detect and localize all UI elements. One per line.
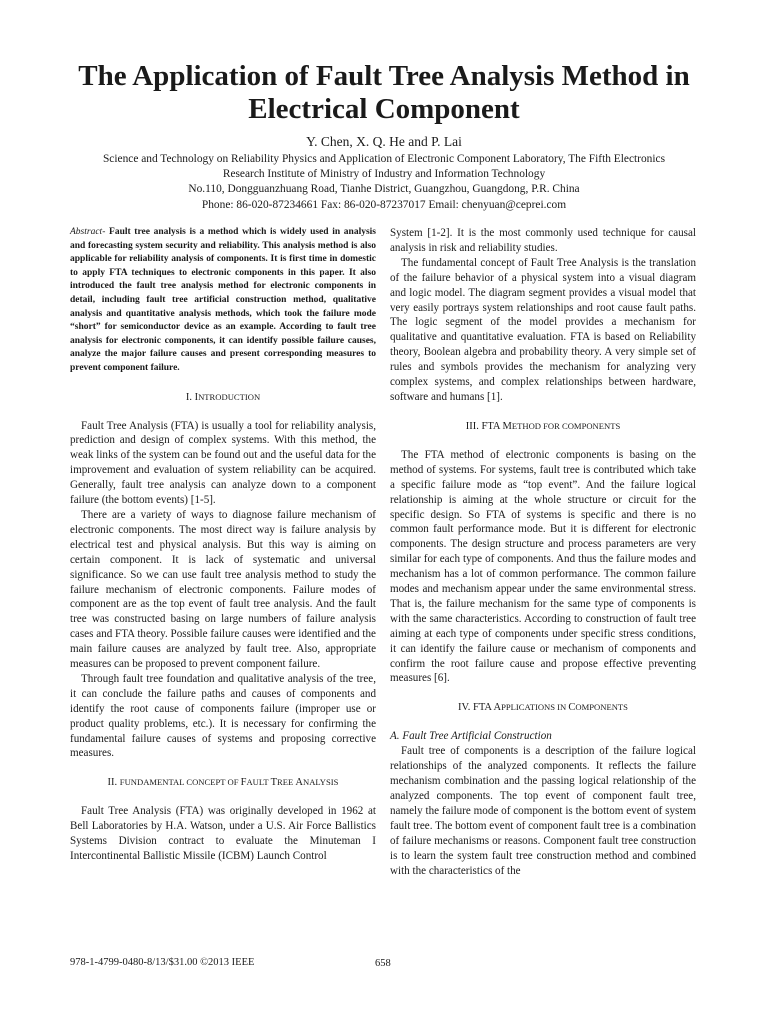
paragraph: Fault Tree Analysis (FTA) was originally developed in 1962 at Bell Laboratories by H.A. Watson, under a U.S. Air Force Ballistics Systems Division contract to evaluate the Minuteman I Intercontinental Ballistic Missile (ICBM) Launch Control (70, 805, 376, 863)
right-column (390, 226, 696, 878)
paragraph: The FTA method of electronic components is basing on the method of systems. For systems, fault tree is contributed which take a specific failure mode as “top event”. And the failure logical relationship is aiming at the whole structure or circuit for the specific design. So FTA of systems is specific and there is no common fault performance mode. But it is different for electronic components. The design structure and process parameters are very similar for each type of components. And thus the failure modes and mechanism has a lot of common performance. The common failure modes and mechanism appear under the same environmental stress. That is, the failure mechanism for the same type of components is with the same characteristics. According to construction of fault tree aiming at each type of components under specific stress conditions, it can identify the failure cause or mechanism of components and confirm the root failure cause and propose effective preventing measures [6]. (390, 448, 696, 685)
heading-part: C (568, 702, 576, 714)
affiliation-line: Research Institute of Ministry of Industry and Information Technology (222, 168, 546, 181)
paragraph: The fundamental concept of Fault Tree Analysis is the translation of the failure behavior of a physical system into a visual diagram and logic model. The diagram segment provides a visual model that very easily portrays system relationships and root cause fault paths. The logic segment of the model provides a mechanism for qualitative and quantitative evaluation. FTA is based on Reliability theory, Boolean algebra and probability theory. A very simple set of rules and symbols provides the mechanism for analyzing very complex systems, and complex relationships between hardware, software and humans [1]. (390, 256, 696, 403)
section-heading-fta-applications (390, 700, 696, 715)
section-heading-fundamental-concept (70, 775, 376, 790)
title-line-1: The Application of Fault Tree Analysis Method in (78, 60, 690, 92)
contact-line: Phone: 86-020-87234661 Fax: 86-020-87237017 Email: chenyuan@ceprei.com (201, 198, 567, 211)
title-line-2: Electrical Component (248, 93, 520, 125)
heading-part: III. FTA M (465, 420, 512, 432)
heading-part: T (270, 777, 278, 789)
subsection-heading: A. Fault Tree Artificial Construction (390, 730, 552, 743)
heading-part: NALYSIS (303, 777, 339, 788)
abstract-text: Fault tree analysis is a method which is widely used in analysis and forecasting system security and reliability. This analysis method is also applicable for reliability analysis of components. It is first time in domestic to apply FTA techniques to electronic components in this paper. It also introduced the fault tree analysis method for electronic components in detail, including fault tree artificial construction method, qualitative analysis and quantitative analysis methods, which took the failure mode “short” for semiconductor device as an example. According to fault tree analysis for electronic components, it can identify possible failure causes, analyze the major failure causes and present corresponding measures to prevent component failure. (70, 227, 376, 373)
heading-part: II. (107, 777, 120, 789)
affiliation-line: No.110, Dongguanzhuang Road, Tianhe District, Guangzhou, Guangdong, P.R. China (188, 183, 580, 196)
paragraph: Fault Tree Analysis (FTA) is usually a tool for reliability analysis, prediction and design of complex systems. With this method, the weak links of the system can be found out and the useful data for the improvement and evaluation of system reliability can be acquired. Generally, fault tree analysis can analyze down to a component failure (the bottom events) [1-5]. (70, 419, 376, 507)
heading-part: IV. FTA A (458, 702, 502, 714)
paper-title (30, 60, 738, 126)
paragraph: System [1-2]. It is the most commonly used technique for causal analysis in risk and reliability studies. (390, 227, 696, 254)
section-heading-fta-method (390, 419, 696, 434)
left-column (70, 226, 376, 864)
heading-part: A (295, 777, 303, 789)
paragraph: Fault tree of components is a description of the failure logical relationships of the analyzed components. It reflects the failure mechanism combination and the passing logical relationship of the analyzed components. The top event of component fault tree, namely the failure mode of component is the bottom event of system fault tree. The bottom event of component fault tree is a combination of failure mechanisms or reasons. Component fault tree construction is to learn the system fault tree construction method and combined with the characteristics of the (390, 745, 697, 877)
heading-part: REE (277, 777, 296, 788)
authors: Y. Chen, X. Q. He and P. Lai (306, 134, 462, 149)
heading-part: NTRODUCTION (198, 391, 261, 402)
paragraph: There are a variety of ways to diagnose failure mechanism of electronic components. The most direct way is failure analysis by electrical test and physical analysis. But this way is aiming on certain component. It is lack of systematic and universal significance. So we can use fault tree analysis method to study the failure mechanism of electronic components. Failure modes of component are as the top event of fault tree analysis. And the fault tree was constructed basing on large numbers of failure analysis cases and FTA theory. Possible failure causes were identified and the main failure causes are analyzed by fault tree. Also, appropriate measures can be proposed to prevent component failure. (70, 508, 376, 671)
heading-part: F (240, 777, 247, 789)
abstract-label: Abstract- (70, 227, 106, 237)
isbn-copyright: 978-1-4799-0480-8/13/$31.00 ©2013 IEEE (70, 957, 255, 968)
heading-part: I. I (185, 391, 199, 403)
heading-part: FUNDAMENTAL CONCEPT OF (119, 777, 241, 788)
affiliation-line: Science and Technology on Reliability Physics and Application of Electronic Component Laboratory, The Fifth Electronics (102, 153, 666, 165)
page-number: 658 (375, 958, 391, 969)
paragraph: Through fault tree foundation and qualitative analysis of the tree, it can conclude the failure paths and causes of components and identify the root cause of components failure (improper use or product quality problems, etc.). It is necessary for confirming the fundamental failure causes of systems and proposing corrective measures. (70, 672, 376, 760)
heading-part: OMPONENTS (575, 702, 628, 713)
abstract (70, 226, 376, 376)
section-heading-introduction (70, 390, 376, 405)
affiliation (30, 152, 738, 213)
heading-part: PPLICATIONS IN (501, 702, 569, 713)
heading-part: AULT (246, 777, 271, 788)
heading-part: ETHOD FOR COMPONENTS (511, 420, 621, 431)
